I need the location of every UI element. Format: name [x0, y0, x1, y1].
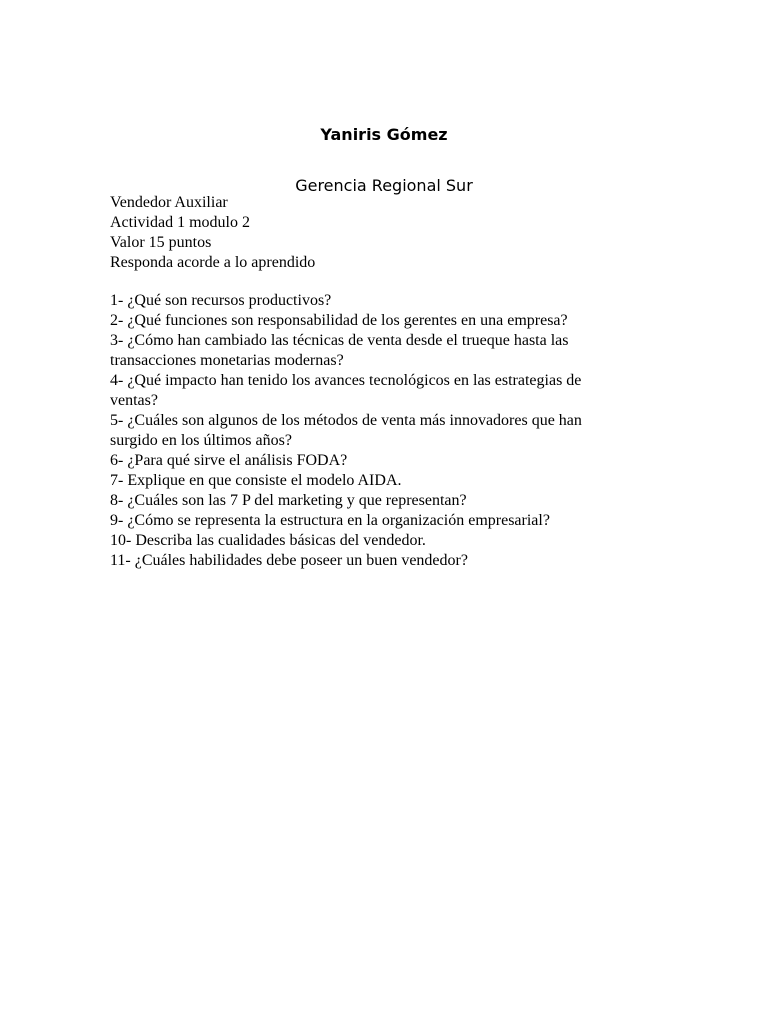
- question-line: ventas?: [110, 392, 158, 409]
- question-item: [110, 451, 650, 471]
- question-item: [110, 371, 650, 411]
- info-line-value: Valor 15 puntos: [110, 234, 212, 251]
- question-item: [110, 491, 650, 511]
- question-item: [110, 411, 650, 451]
- question-line: 4- ¿Qué impacto han tenido los avances tecnológicos en las estrategias de: [110, 372, 582, 389]
- question-list: [110, 291, 650, 571]
- question-item: [110, 551, 650, 571]
- question-item: [110, 311, 650, 331]
- question-item: [110, 471, 650, 491]
- paragraph-spacer: [110, 273, 650, 291]
- question-line: surgido en los últimos años?: [110, 432, 292, 449]
- department-title: Gerencia Regional Sur: [295, 176, 473, 195]
- question-line: 1- ¿Qué son recursos productivos?: [110, 292, 332, 309]
- info-line-activity: Actividad 1 modulo 2: [110, 214, 250, 231]
- question-line: 2- ¿Qué funciones son responsabilidad de los gerentes en una empresa?: [110, 312, 568, 329]
- question-line: 5- ¿Cuáles son algunos de los métodos de venta más innovadores que han: [110, 412, 582, 429]
- question-item: [110, 511, 650, 531]
- question-line: 11- ¿Cuáles habilidades debe poseer un buen vendedor?: [110, 552, 468, 569]
- info-line-role: Vendedor Auxiliar: [110, 194, 228, 211]
- info-line-instructions: Responda acorde a lo aprendido: [110, 254, 316, 271]
- question-line: transacciones monetarias modernas?: [110, 352, 344, 369]
- question-line: 6- ¿Para qué sirve el análisis FODA?: [110, 452, 348, 469]
- question-line: 7- Explique en que consiste el modelo AIDA.: [110, 472, 402, 489]
- author-name: Yaniris Gómez: [320, 125, 448, 144]
- question-line: 9- ¿Cómo se representa la estructura en la organización empresarial?: [110, 512, 550, 529]
- question-item: [110, 531, 650, 551]
- document-body: [110, 193, 650, 571]
- question-line: 3- ¿Cómo han cambiado las técnicas de venta desde el trueque hasta las: [110, 332, 569, 349]
- question-item: [110, 331, 650, 371]
- question-line: 10- Describa las cualidades básicas del vendedor.: [110, 532, 426, 549]
- question-line: 8- ¿Cuáles son las 7 P del marketing y que representan?: [110, 492, 467, 509]
- question-item: [110, 291, 650, 311]
